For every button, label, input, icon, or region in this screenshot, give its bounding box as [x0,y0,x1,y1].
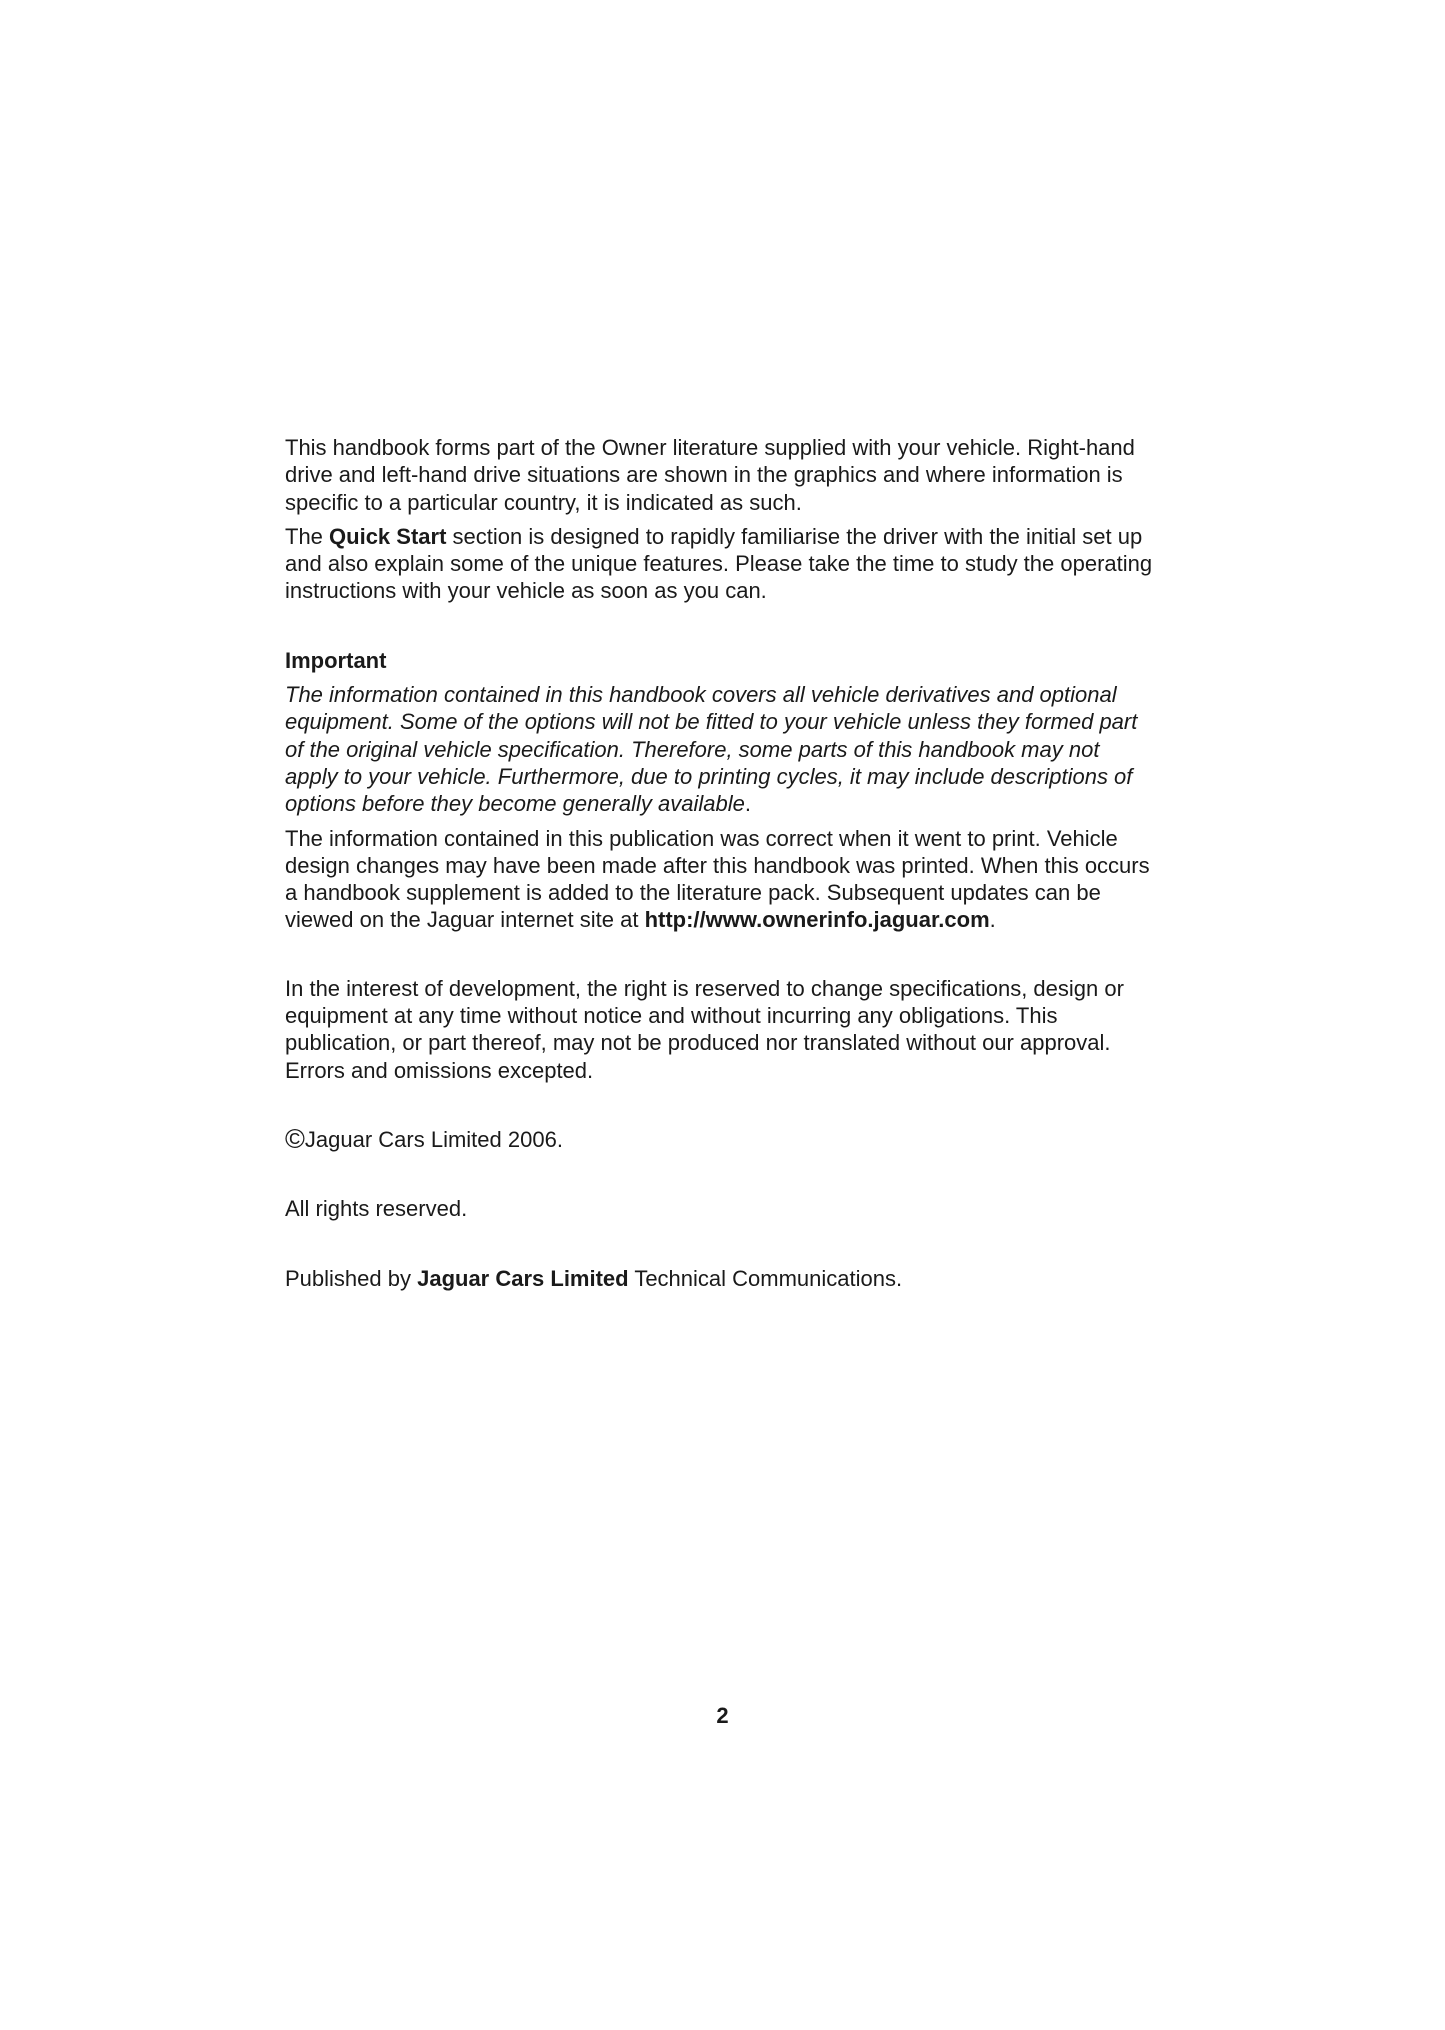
quick-start-paragraph [285,523,1155,605]
published-suffix: Technical Communications. [628,1265,903,1291]
important-notice [285,681,1155,817]
published-prefix: Published by [285,1265,418,1291]
important-italic-text: The information contained in this handbook covers all vehicle derivatives and optional equipment. Some of the options will not be fitted to your vehicle unless they formed part of the original vehicle specification. Therefore, some parts of this handbook may not apply to your vehicle. Furthermore, due to printing cycles, it may include descriptions of options before they become generally available [285,682,1138,817]
copyright-line [285,1123,1155,1154]
publication-info-paragraph [285,825,1155,934]
owner-info-url: http://www.ownerinfo.jaguar.com [644,907,990,933]
publication-info-end: . [989,907,996,933]
published-by-line [285,1265,1155,1292]
quick-start-text: section is designed to rapidly familiarise the driver with the initial set up and also explain some of the unique features. Please take the time to study the operating instructions with your vehicle as soon as you can. [285,523,1153,604]
intro-paragraph: This handbook forms part of the Owner literature supplied with your vehicle. Right-hand drive and left-hand drive situations are shown in the graphics and where information is specific to a particular country, it is indicated as such. [285,435,1135,515]
copyright-text: Jaguar Cars Limited 2006. [304,1126,563,1152]
all-rights-line: All rights reserved. [285,1196,468,1222]
quick-start-prefix: The [285,523,330,549]
important-italic-end: . [744,791,751,817]
copyright-symbol: © [285,1123,305,1154]
important-heading: Important [285,647,387,673]
publisher-name: Jaguar Cars Limited [417,1265,629,1291]
document-body [285,434,1155,1292]
quick-start-label: Quick Start [329,523,447,549]
publication-info-text: The information contained in this publication was correct when it went to print. Vehicle design changes may have been made after this handbook was printed. When this occurs a handbook supplement is added to the literature pack. Subsequent updates can be viewed on the Jaguar internet site at [285,825,1150,933]
page-number: 2 [716,1703,729,1728]
development-paragraph: In the interest of development, the right is reserved to change specifications, design or equipment at any time without notice and without incurring any obligations. This publication, or part thereof, may not be produced nor translated without our approval. Errors and omissions excepted. [285,975,1124,1083]
